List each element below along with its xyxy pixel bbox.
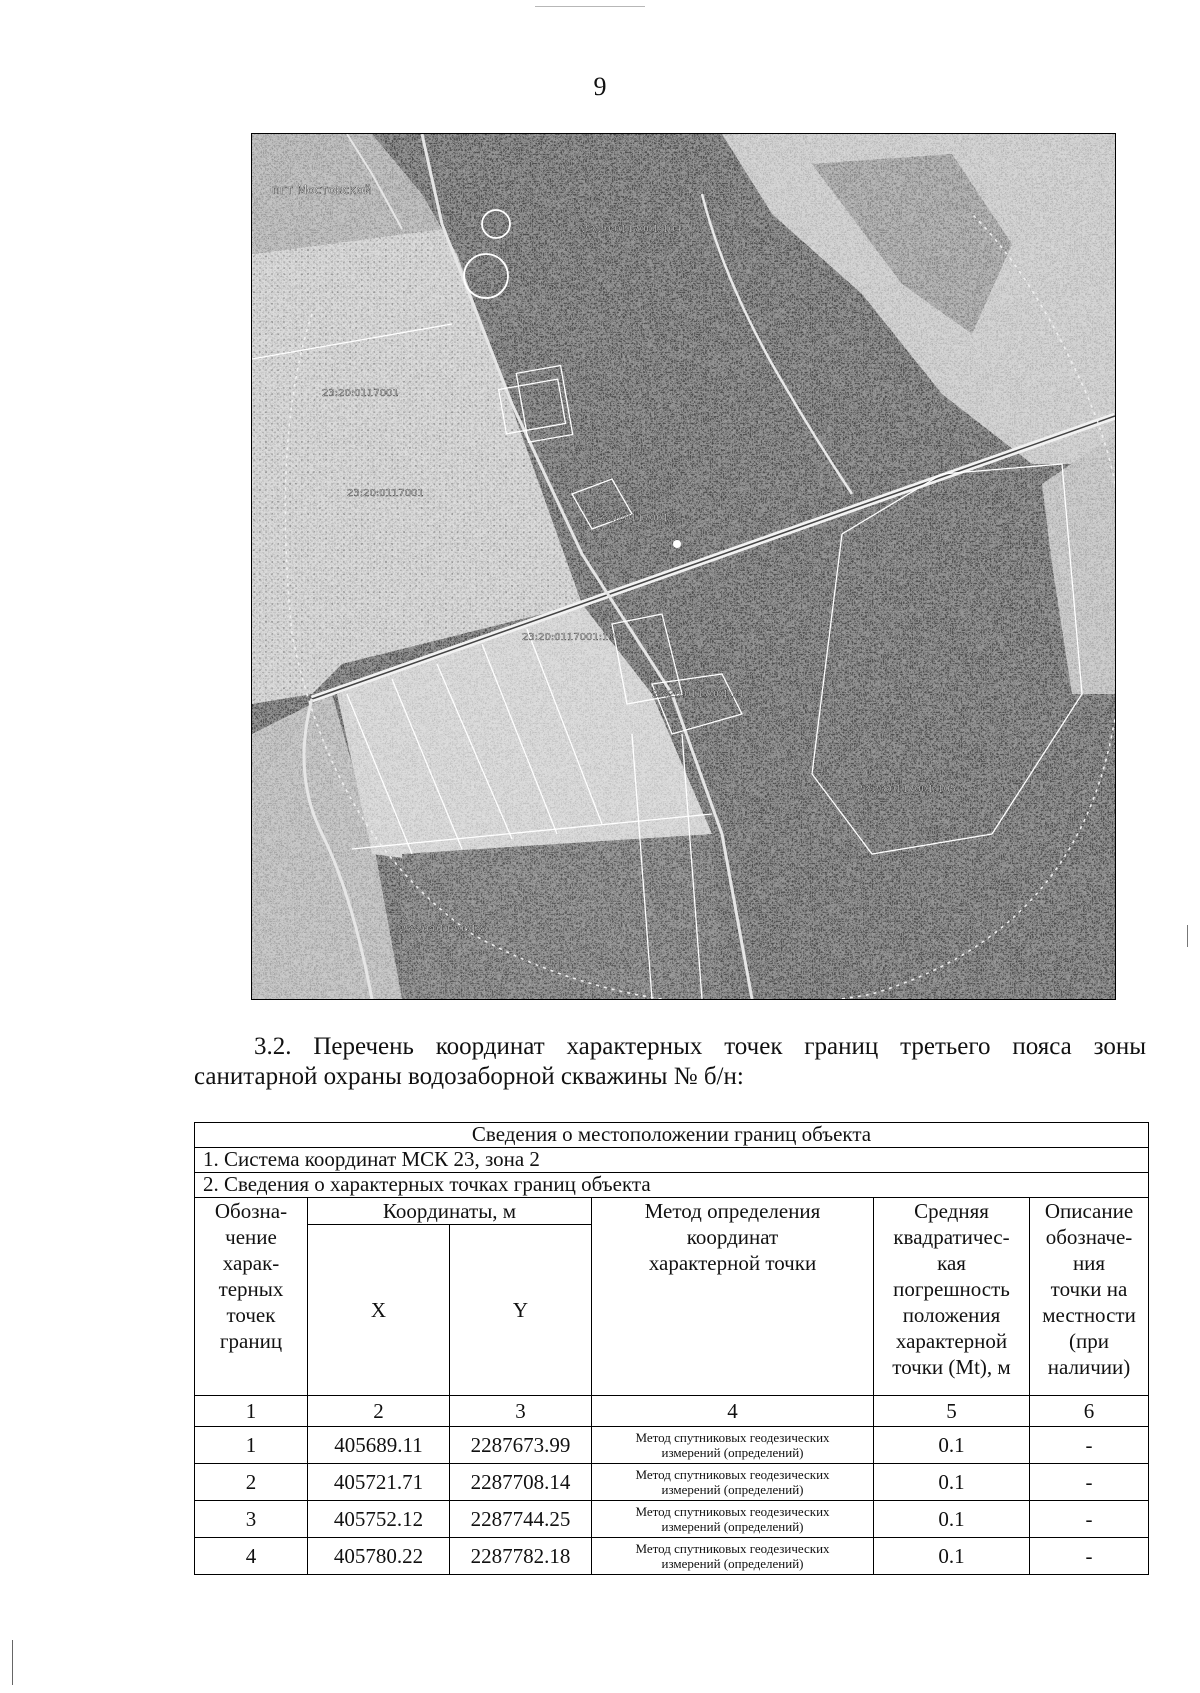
column-number: 3 (450, 1396, 592, 1427)
table-row (195, 1427, 1149, 1464)
column-number: 2 (308, 1396, 450, 1427)
coordinates-table (194, 1122, 1149, 1575)
table-section-coordinate-system: 1. Система координат МСК 23, зона 2 (195, 1148, 1149, 1173)
map-label-parcel: 23:20:0117001:197 (522, 632, 622, 643)
point-description: - (1030, 1464, 1149, 1501)
point-number: 3 (195, 1501, 308, 1538)
point-number: 4 (195, 1538, 308, 1575)
point-description: - (1030, 1538, 1149, 1575)
page-number: 9 (593, 72, 607, 101)
point-x: 405780.22 (308, 1538, 450, 1575)
header-x: X (308, 1225, 450, 1396)
header-coordinates: Координаты, м (308, 1198, 592, 1225)
column-number: 4 (592, 1396, 874, 1427)
point-description: - (1030, 1501, 1149, 1538)
header-description: Описание обозначе- ния точки на местности (при наличии) (1030, 1198, 1149, 1396)
table-title: Сведения о местоположении границ объекта (195, 1123, 1149, 1148)
table-row (195, 1538, 1149, 1575)
map-label-parcel: 23:20:0117001:21 (652, 689, 745, 700)
point-y: 2287673.99 (450, 1427, 592, 1464)
map-label-parcel: 23:20:0117001: (592, 513, 673, 524)
point-method: Метод спутниковых геодезических измерений (определений) (592, 1538, 874, 1575)
point-number: 1 (195, 1427, 308, 1464)
point-x: 405721.71 (308, 1464, 450, 1501)
column-number: 5 (874, 1396, 1030, 1427)
scan-artifact (12, 1640, 13, 1685)
header-designation: Обозна- чение харак- терных точек границ (195, 1198, 308, 1396)
scan-artifact (535, 6, 645, 9)
point-accuracy: 0.1 (874, 1538, 1030, 1575)
header-method: Метод определения координат характерной точки (592, 1198, 874, 1396)
map-label-quarter: 23:20:0117001 (322, 388, 399, 399)
point-accuracy: 0.1 (874, 1427, 1030, 1464)
point-description: - (1030, 1427, 1149, 1464)
map-label-parcel: 23:23:0117001:105 (857, 784, 957, 795)
satellite-map (251, 133, 1116, 1000)
point-y: 2287782.18 (450, 1538, 592, 1575)
header-y: Y (450, 1225, 592, 1396)
table-row (195, 1501, 1149, 1538)
map-image (252, 134, 1115, 999)
point-y: 2287744.25 (450, 1501, 592, 1538)
table-section-points: 2. Сведения о характерных точках границ объекта (195, 1173, 1149, 1198)
map-label-quarter: 23:20:0117001 (347, 488, 424, 499)
table-row (195, 1464, 1149, 1501)
point-x: 405689.11 (308, 1427, 450, 1464)
point-accuracy: 0.1 (874, 1501, 1030, 1538)
column-number: 1 (195, 1396, 308, 1427)
point-number: 2 (195, 1464, 308, 1501)
point-x: 405752.12 (308, 1501, 450, 1538)
point-method: Метод спутниковых геодезических измерений (определений) (592, 1464, 874, 1501)
header-accuracy: Средняя квадратичес- кая погрешность положения характерной точки (Mt), м (874, 1198, 1030, 1396)
map-label-settlement: пгт Мостовской (272, 183, 372, 197)
map-label-parcel: 23:20:0117001:8 (400, 924, 487, 935)
column-number: 6 (1030, 1396, 1149, 1427)
point-accuracy: 0.1 (874, 1464, 1030, 1501)
point-method: Метод спутниковых геодезических измерений (определений) (592, 1501, 874, 1538)
section-heading: 3.2. Перечень координат характерных точек границ третьего пояса зоны санитарной охраны водозаборной скважины № б/н: (194, 1033, 1146, 1090)
map-label-parcel: 23:20:0117001:104 (582, 224, 682, 235)
point-y: 2287708.14 (450, 1464, 592, 1501)
point-method: Метод спутниковых геодезических измерений (определений) (592, 1427, 874, 1464)
scan-artifact (1187, 925, 1188, 947)
